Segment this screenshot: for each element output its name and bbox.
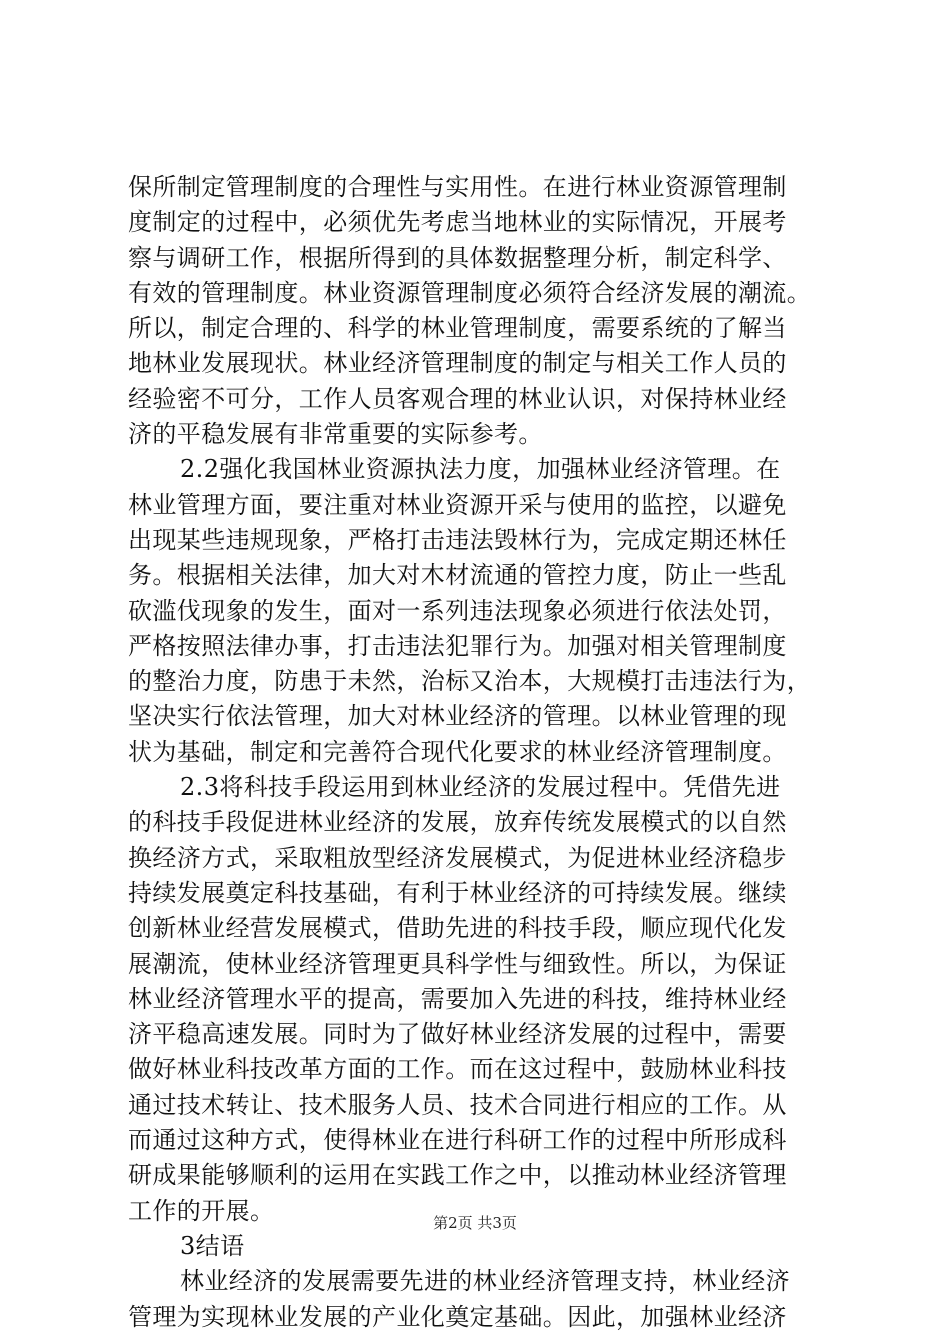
text-line: 坚决实行依法管理，加大对林业经济的管理。以林业管理的现 [128,702,787,731]
text-line: 做好林业科技改革方面的工作。而在这过程中，鼓励林业科技 [128,1055,787,1084]
text-line: 经验密不可分，工作人员客观合理的林业认识，对保持林业经 [128,384,787,413]
text-line: 管理为实现林业发展的产业化奠定基础。因此，加强林业经济 [128,1302,787,1331]
section-heading-2-3: 2.3将科技手段运用到林业经济的发展过程中。凭借先进 [180,773,781,802]
text-line: 严格按照法律办事，打击违法犯罪行为。加强对相关管理制度 [128,631,787,660]
text-line: 换经济方式，采取粗放型经济发展模式，为促进林业经济稳步 [128,843,787,872]
text-line: 度制定的过程中，必须优先考虑当地林业的实际情况，开展考 [128,208,787,237]
text-line: 保所制定管理制度的合理性与实用性。在进行林业资源管理制 [128,173,787,201]
text-line: 务。根据相关法律，加大对木材流通的管控力度，防止一些乱 [128,561,787,590]
text-line: 林业经济的发展需要先进的林业经济管理支持，林业经济 [180,1267,790,1296]
text-line: 察与调研工作，根据所得到的具体数据整理分析，制定科学、 [128,243,787,272]
document-body [128,170,828,1335]
text-line: 研成果能够顺利的运用在实践工作之中，以推动林业经济管理 [128,1161,787,1190]
text-line: 砍滥伐现象的发生，面对一系列违法现象必须进行依法处罚， [128,596,787,625]
text-line: 展潮流，使林业经济管理更具科学性与细致性。所以，为保证 [128,949,787,978]
text-line: 济平稳高速发展。同时为了做好林业经济发展的过程中，需要 [128,1020,787,1049]
text-line: 而通过这种方式，使得林业在进行科研工作的过程中所形成科 [128,1126,787,1155]
text-line: 工作的开展。 [128,1196,275,1225]
text-line: 出现某些违规现象，严格打击违法毁林行为，完成定期还林任 [128,525,787,554]
text-line: 的整治力度，防患于未然，治标又治本，大规模打击违法行为， [128,667,812,696]
text-line: 林业管理方面，要注重对林业资源开采与使用的监控，以避免 [128,490,787,519]
text-line: 所以，制定合理的、科学的林业管理制度，需要系统的了解当 [128,314,787,343]
text-line: 创新林业经营发展模式，借助先进的科技手段，顺应现代化发 [128,914,787,943]
text-line: 状为基础，制定和完善符合现代化要求的林业经济管理制度。 [128,737,787,766]
section-heading-3: 3结语 [180,1231,245,1260]
text-line: 地林业发展现状。林业经济管理制度的制定与相关工作人员的 [128,349,787,378]
page-number-footer: 第2页 共3页 [433,1214,517,1232]
section-heading-2-2: 2.2强化我国林业资源执法力度，加强林业经济管理。在 [180,455,781,484]
text-line: 通过技术转让、技术服务人员、技术合同进行相应的工作。从 [128,1090,787,1119]
text-line: 林业经济管理水平的提高，需要加入先进的科技，维持林业经 [128,984,787,1013]
text-line: 有效的管理制度。林业资源管理制度必须符合经济发展的潮流。 [128,278,812,307]
text-line: 持续发展奠定科技基础，有利于林业经济的可持续发展。继续 [128,878,787,907]
text-line: 济的平稳发展有非常重要的实际参考。 [128,420,543,449]
text-line: 的科技手段促进林业经济的发展，放弃传统发展模式的以自然 [128,808,787,837]
